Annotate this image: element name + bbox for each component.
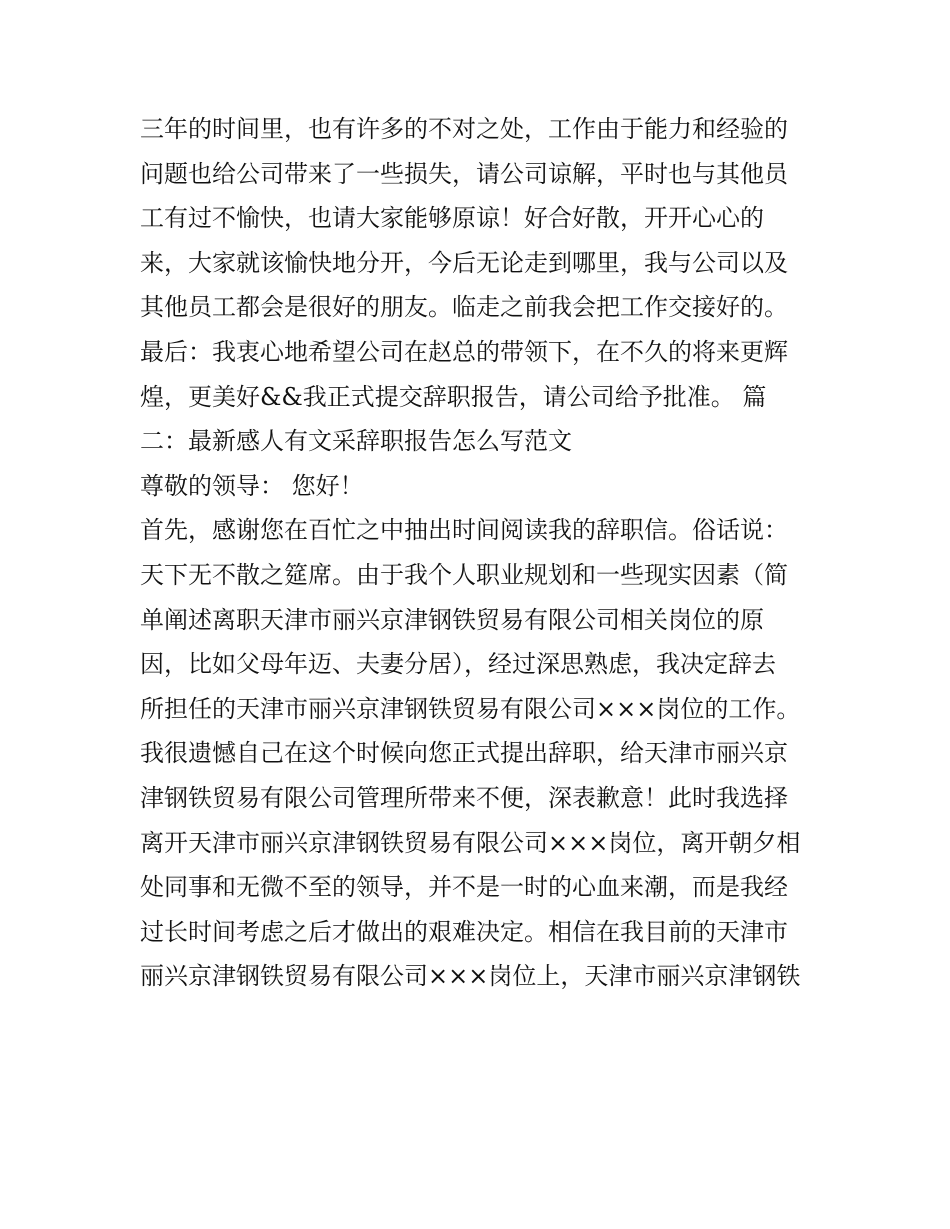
text-line: 三年的时间里，也有许多的不对之处，工作由于能力和经验的 [140,115,788,143]
text-line: 工有过不愉快，也请大家能够原谅！好合好散，开开心心的 [140,204,764,233]
document-body [140,107,840,999]
salutation: 尊敬的领导： 您好！ [140,471,364,500]
text-line: 我很遗憾自己在这个时候向您正式提出辞职，给天津市丽兴京 [140,739,788,768]
text-line: 问题也给公司带来了一些损失，请公司谅解，平时也与其他员 [140,159,788,188]
text-line: 所担任的天津市丽兴京津钢铁贸易有限公司×××岗位的工作。 [140,694,801,723]
text-line: 因，比如父母年迈、夫妻分居），经过深思熟虑，我决定辞去 [140,650,776,679]
text-line: 天下无不散之筵席。由于我个人职业规划和一些现实因素（简 [140,560,788,589]
text-line: 煌，更美好&&我正式提交辞职报告，请公司给予批准。 篇 [140,382,767,411]
text-line: 首先，感谢您在百忙之中抽出时间阅读我的辞职信。俗话说： [140,516,788,545]
text-line: 津钢铁贸易有限公司管理所带来不便，深表歉意！此时我选择 [140,783,788,812]
text-line: 最后：我衷心地希望公司在赵总的带领下，在不久的将来更辉 [140,337,788,366]
text-line: 处同事和无微不至的领导，并不是一时的心血来潮，而是我经 [140,873,788,902]
text-line: 丽兴京津钢铁贸易有限公司×××岗位上，天津市丽兴京津钢铁 [140,962,801,991]
text-line: 过长时间考虑之后才做出的艰难决定。相信在我目前的天津市 [140,917,788,946]
text-line: 单阐述离职天津市丽兴京津钢铁贸易有限公司相关岗位的原 [140,605,764,634]
section-heading: 二：最新感人有文采辞职报告怎么写范文 [140,427,572,456]
text-line: 其他员工都会是很好的朋友。临走之前我会把工作交接好的。 [140,293,788,322]
text-line: 离开天津市丽兴京津钢铁贸易有限公司×××岗位，离开朝夕相 [140,828,801,857]
text-line: 来，大家就该愉快地分开，今后无论走到哪里，我与公司以及 [140,248,788,277]
